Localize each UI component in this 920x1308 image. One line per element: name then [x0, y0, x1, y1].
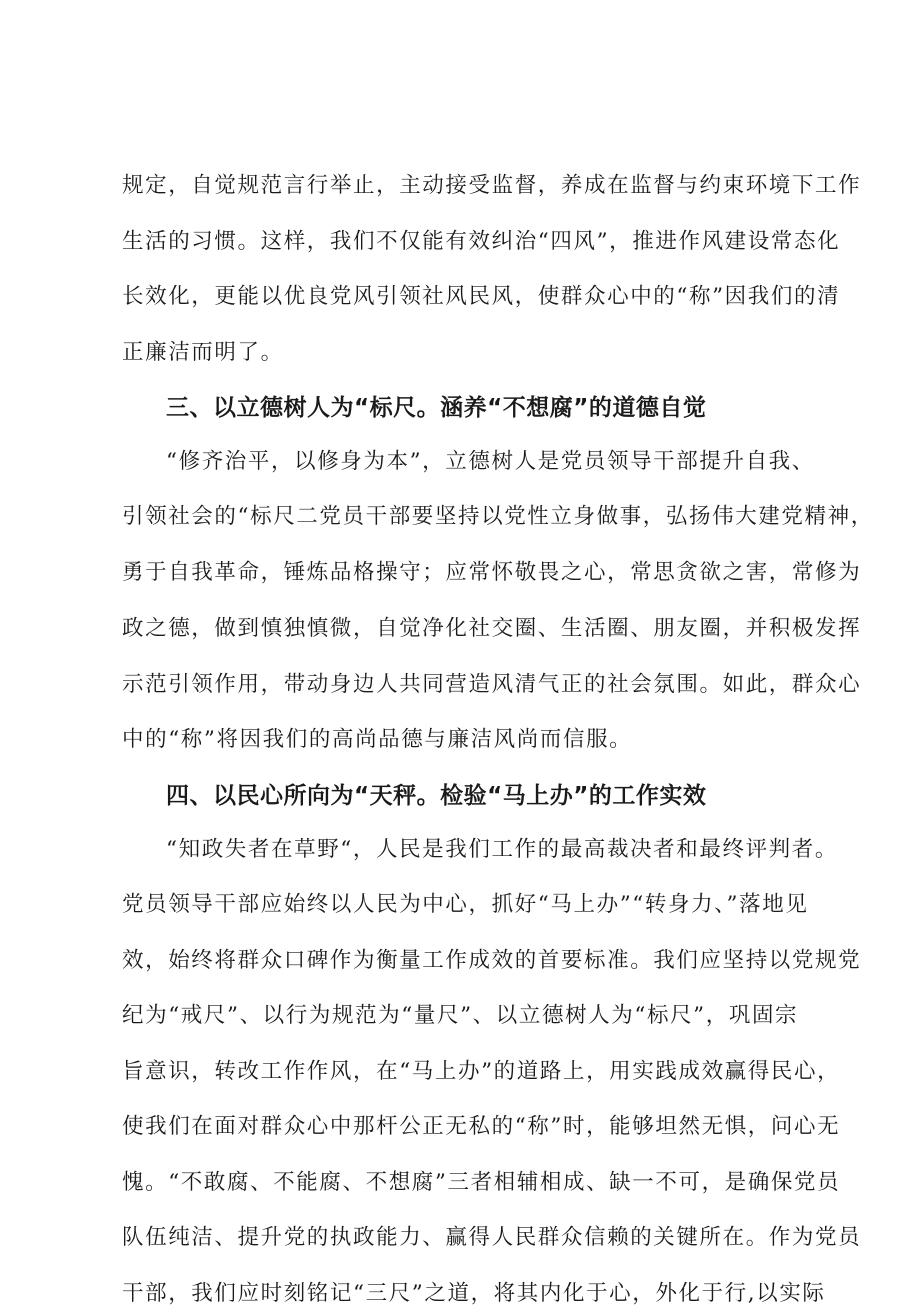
paragraph-line: 规定，自觉规范言行举止，主动接受监督，养成在监督与约束环境下工作: [122, 173, 862, 198]
paragraph-line: 正廉洁而明了。: [122, 340, 284, 365]
paragraph-line: 效，始终将群众口碑作为衡量工作成效的首要标准。我们应坚持以党规党: [122, 948, 862, 973]
paragraph-line: 生活的习惯。这样，我们不仅能有效纠治“四风”，推进作风建设常态化: [122, 229, 841, 254]
paragraph-line: 勇于自我革命，锤炼品格操守；应常怀敬畏之心，常思贪欲之害，常修为: [122, 560, 862, 585]
paragraph-line: 旨意识，转改工作作风，在“马上办”的道路上，用实践成效赢得民心，: [122, 1059, 841, 1084]
paragraph-line: 党员领导干部应始终以人民为中心，抓好“马上办”“转身力、”落地见: [122, 892, 809, 917]
paragraph-line: 使我们在面对群众心中那杆公正无私的“称”时，能够坦然无惧，问心无: [122, 1114, 841, 1139]
paragraph-line: “知政失者在草野“，人民是我们工作的最高裁决者和最终评判者。: [166, 837, 838, 862]
paragraph-line: “修齐治平，以修身为本”，立德树人是党员领导干部提升自我、: [166, 449, 815, 474]
paragraph-line: 示范引领作用，带动身边人共同营造风清气正的社会氛围。如此，群众心: [122, 672, 862, 697]
paragraph-line: 政之德，做到慎独慎微，自觉净化社交圈、生活圈、朋友圈，并积极发挥: [122, 616, 862, 641]
paragraph-line: 纪为“戒尺”、以行为规范为“量尺”、以立德树人为“标尺”，巩固宗: [122, 1003, 799, 1028]
section-heading: 四、以民心所向为“天秤。检验“马上办”的工作实效: [166, 783, 707, 809]
paragraph-line: 愧。“不敢腐、不能腐、不想腐”三者相辅相成、缺一不可，是确保党员: [122, 1170, 841, 1195]
paragraph-line: 长效化，更能以优良党风引领社风民风，使群众心中的“称”因我们的清: [122, 284, 841, 309]
paragraph-line: 引领社会的“标尺二党员干部要坚持以党性立身做事，弘扬伟大建党精神，: [122, 504, 874, 529]
paragraph-line: 中的“称”将因我们的高尚品德与廉洁风尚而信服。: [122, 727, 633, 752]
paragraph-line: 干部，我们应时刻铭记“三尺”之道，将其内化于心，外化于行,以实际: [122, 1281, 826, 1306]
section-heading: 三、以立德树人为“标尺。涵养“不想腐”的道德自觉: [166, 395, 707, 421]
paragraph-line: 队伍纯洁、提升党的执政能力、赢得人民群众信赖的关键所在。作为党员: [122, 1225, 862, 1250]
